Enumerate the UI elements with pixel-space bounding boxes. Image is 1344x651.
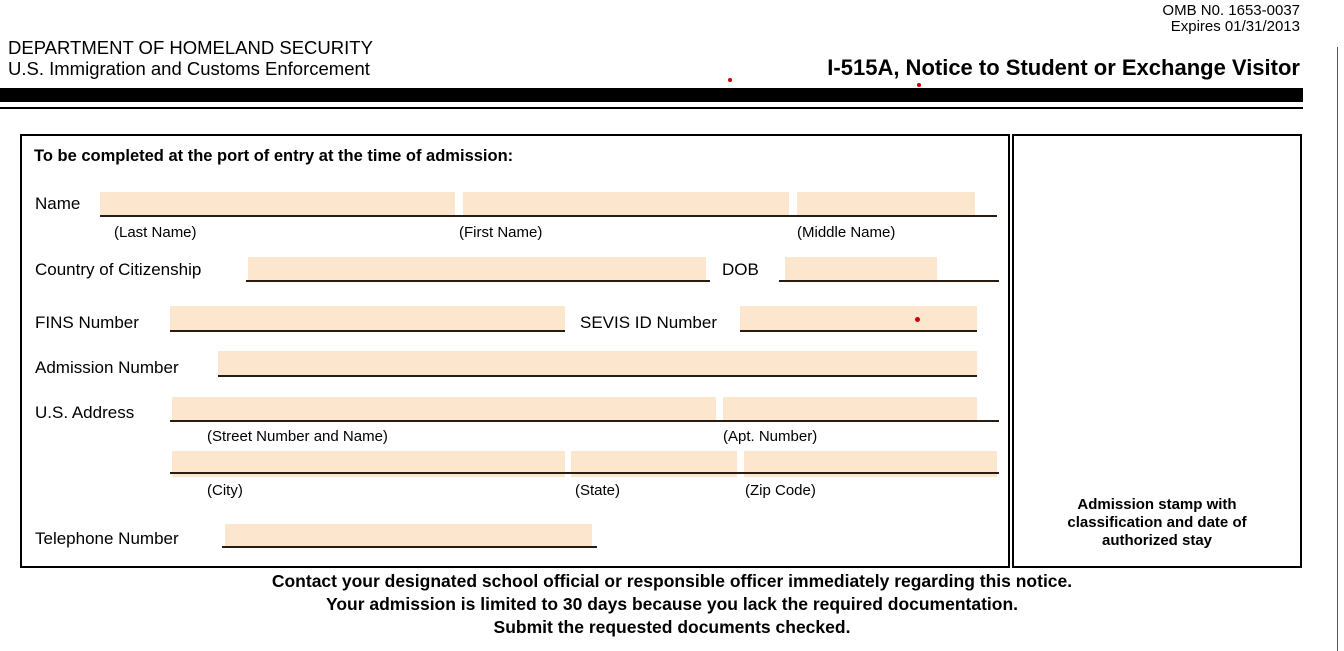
omb-block bbox=[1162, 3, 1300, 35]
first-name-sublabel: (First Name) bbox=[459, 224, 543, 241]
address-underline bbox=[170, 420, 999, 422]
fins-number-label: FINS Number bbox=[35, 313, 139, 332]
dob-input[interactable] bbox=[785, 257, 937, 280]
sevis-id-input[interactable] bbox=[740, 306, 977, 332]
name-label: Name bbox=[35, 194, 81, 213]
instruction-text: To be completed at the port of entry at the time of admission: bbox=[34, 147, 514, 165]
telephone-number-label: Telephone Number bbox=[35, 529, 179, 548]
stamp-caption-line2: classification and date of bbox=[1067, 514, 1247, 531]
middle-name-input[interactable] bbox=[797, 192, 975, 217]
apt-number-input[interactable] bbox=[723, 397, 977, 422]
street-input[interactable] bbox=[172, 397, 716, 422]
country-of-citizenship-label: Country of Citizenship bbox=[35, 260, 202, 279]
sevis-id-label: SEVIS ID Number bbox=[580, 313, 717, 332]
dob-label: DOB bbox=[722, 260, 759, 279]
admission-number-label: Admission Number bbox=[35, 358, 179, 377]
header-rule-thick bbox=[0, 88, 1303, 102]
fins-number-input[interactable] bbox=[170, 306, 565, 332]
red-dot-artifact bbox=[915, 317, 920, 322]
country-underline bbox=[246, 280, 710, 282]
agency-department: DEPARTMENT OF HOMELAND SECURITY bbox=[8, 37, 373, 58]
telephone-number-input[interactable] bbox=[225, 524, 592, 546]
apt-sublabel: (Apt. Number) bbox=[723, 428, 818, 445]
city-sublabel: (City) bbox=[207, 482, 243, 499]
omb-number: OMB N0. 1653-0037 bbox=[1162, 2, 1300, 19]
admission-stamp-box bbox=[1012, 134, 1302, 568]
last-name-input[interactable] bbox=[100, 192, 455, 217]
telephone-underline bbox=[222, 546, 597, 548]
stamp-caption-line3: authorized stay bbox=[1101, 532, 1213, 549]
admission-number-input[interactable] bbox=[218, 351, 977, 377]
dob-underline bbox=[779, 280, 999, 282]
footer-notice-line3: Submit the requested documents checked. bbox=[493, 617, 851, 637]
last-name-sublabel: (Last Name) bbox=[114, 224, 197, 241]
name-underline bbox=[100, 215, 997, 217]
header-rule-thin bbox=[0, 107, 1303, 109]
zip-sublabel: (Zip Code) bbox=[745, 482, 816, 499]
stamp-caption-line1: Admission stamp with bbox=[1077, 496, 1237, 513]
page-title: I-515A, Notice to Student or Exchange Visitor bbox=[827, 55, 1300, 80]
first-name-input[interactable] bbox=[463, 192, 789, 217]
street-sublabel: (Street Number and Name) bbox=[207, 428, 388, 445]
page-edge-line bbox=[1337, 47, 1338, 651]
country-of-citizenship-input[interactable] bbox=[248, 257, 706, 280]
us-address-label: U.S. Address bbox=[35, 403, 135, 422]
omb-expires: Expires 01/31/2013 bbox=[1170, 18, 1300, 35]
red-dot-artifact bbox=[917, 83, 921, 87]
footer-notice-line2: Your admission is limited to 30 days because you lack the required documentation. bbox=[325, 594, 1019, 614]
city-state-zip-underline bbox=[170, 472, 999, 474]
footer-notice-line1: Contact your designated school official or responsible officer immediately regarding this notice. bbox=[271, 571, 1073, 591]
agency-block bbox=[8, 37, 373, 79]
port-of-entry-box bbox=[20, 134, 1010, 568]
red-dot-artifact bbox=[728, 78, 732, 82]
state-sublabel: (State) bbox=[575, 482, 621, 499]
middle-name-sublabel: (Middle Name) bbox=[797, 224, 896, 241]
agency-bureau: U.S. Immigration and Customs Enforcement bbox=[8, 58, 370, 79]
admission-stamp-caption bbox=[1014, 496, 1300, 550]
